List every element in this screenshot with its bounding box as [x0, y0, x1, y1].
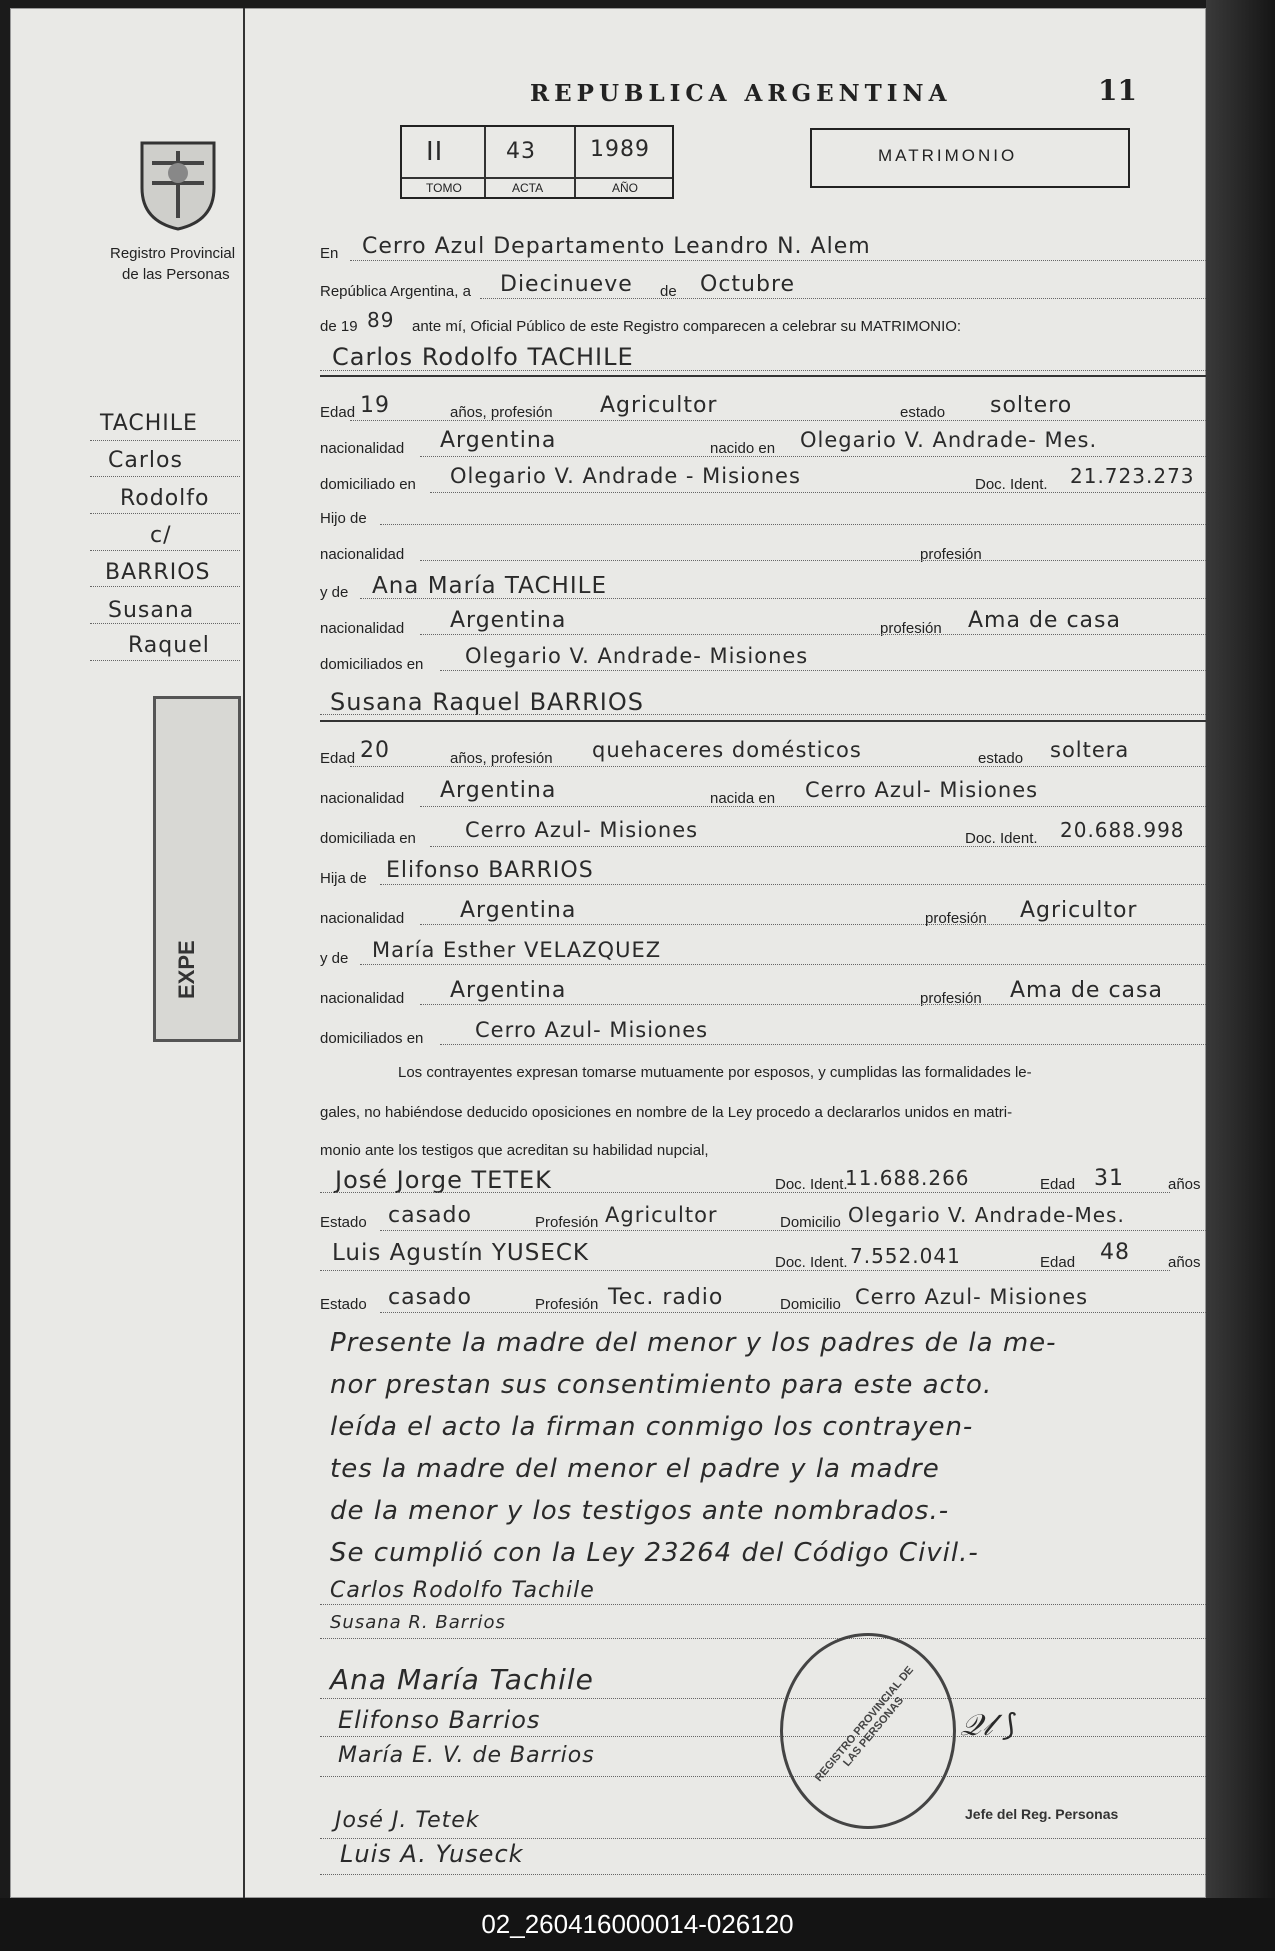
official-signature: 𝒬𝓁 ⟆ [960, 1708, 1017, 1743]
image-id-footer: 02_260416000014-026120 [0, 1898, 1275, 1951]
bride-name: Susana Raquel BARRIOS [330, 688, 645, 716]
year-digits: 89 [367, 308, 395, 332]
month-value: Octubre [700, 272, 796, 297]
groom-name: Carlos Rodolfo TACHILE [332, 343, 634, 371]
section-divider-1 [320, 375, 1210, 377]
country-title: REPUBLICA ARGENTINA [530, 80, 952, 107]
official-stamp: Jefe del Reg. Personas [965, 1806, 1119, 1822]
witness-1-name: José Jorge TETEK [335, 1166, 552, 1194]
registry-label-2: de las Personas [122, 266, 230, 283]
section-divider-2 [320, 720, 1210, 722]
book-edge [1206, 0, 1275, 1898]
document-page: REPUBLICA ARGENTINA 11 Registro Provincial de las Personas II 43 1989 TOMO ACTA AÑO MATRIMONIO TACHILE Carlos Rodolfo c/ BARRIOS Susana Raquel EXPE En Cerro Azul Departamento Leandro N. Alem República Argentina, a Diecinueve de Octubre de 19 89 ante mí, Oficial Público de este Registro comparecen a celebrar su MATRIMONIO: Carlos Rodolfo TACHILE Edad 19 años, profesión Agricultor estado soltero nacionalidad Argentina nacido en Olegario V. Andrade- Mes. domiciliado en Olegario V. Andrade - Misiones Doc. Ident. 21.723.273 Hijo de nacionalidad profesión y de Ana María TACHILE nacionalidad Argentina profesión Ama de casa domiciliados en Olegario V. Andrade- Misiones Susana Raquel BARRIOS Edad 20 años, profesión quehaceres domésticos estado soltera nacionalidad Argentina nacida en Cerro Azul- Misiones domiciliada en Cerro Azul- Misiones Doc. Ident. 20.688.998 Hija de Elifonso BARRIOS nacionalidad Argentina profesión Agricultor y de María Esther VELAZQUEZ nacionalidad Argentina profesión Ama de casa domiciliados en Cerro Azul- Misiones Los contrayentes expresan tomarse mutuamente por esposos, y cumplidas las formalidades le- gales, no habiéndose deducido oposiciones en nombre de la Ley procedo a declararlos unidos en matri- monio ante los testigos que acreditan su habilidad nupcial, José Jorge TETEK Doc. Ident. 11.688.266 Edad 31 años Estado casado Profesión Agricultor Domicilio Olegario V. Andrade-Mes. Luis Agustín YUSECK Doc. Ident. 7.552.041 Edad 48 años Estado casado Profesión Tec. radio Domicilio Cerro Azul- Misiones Presente la madre del menor y los padres de la me- nor prestan sus consentimiento para este acto. leída el acto la firman conmigo los contrayen- tes la madre del menor el padre y la madre de la menor y los testigos ante nombrados.- Se cumplió con la Ley 23264 del Código Civil.- Carlos Rodolfo Tachile Susana R. Barrios Ana María Tachile Elifonso Barrios María E. V. de Barrios José J. Tetek Luis A. Yuseck REGISTRO PROVINCIAL DE LAS PERSONAS 𝒬𝓁 ⟆ Jefe del Reg. Personas [10, 8, 1206, 1898]
page-number: 11 [1098, 74, 1137, 107]
witness-2-name: Luis Agustín YUSECK [332, 1240, 590, 1266]
tomo-value: II [426, 137, 444, 167]
day-value: Diecinueve [500, 272, 633, 297]
acta-label: ACTA [512, 181, 544, 195]
anio-label: AÑO [612, 181, 639, 195]
official-seal: REGISTRO PROVINCIAL DE LAS PERSONAS [780, 1633, 956, 1829]
tomo-label: TOMO [426, 181, 462, 195]
expediente-stamp: EXPE [153, 696, 241, 1042]
record-number-box [400, 125, 674, 199]
acta-value: 43 [506, 139, 536, 164]
registry-label: Registro Provincial [110, 245, 236, 262]
left-border-line [243, 8, 245, 1898]
place-value: Cerro Azul Departamento Leandro N. Alem [362, 234, 871, 259]
doc-type-box: MATRIMONIO [810, 128, 1130, 188]
province-crest-icon [132, 133, 224, 233]
anio-value: 1989 [590, 137, 650, 162]
